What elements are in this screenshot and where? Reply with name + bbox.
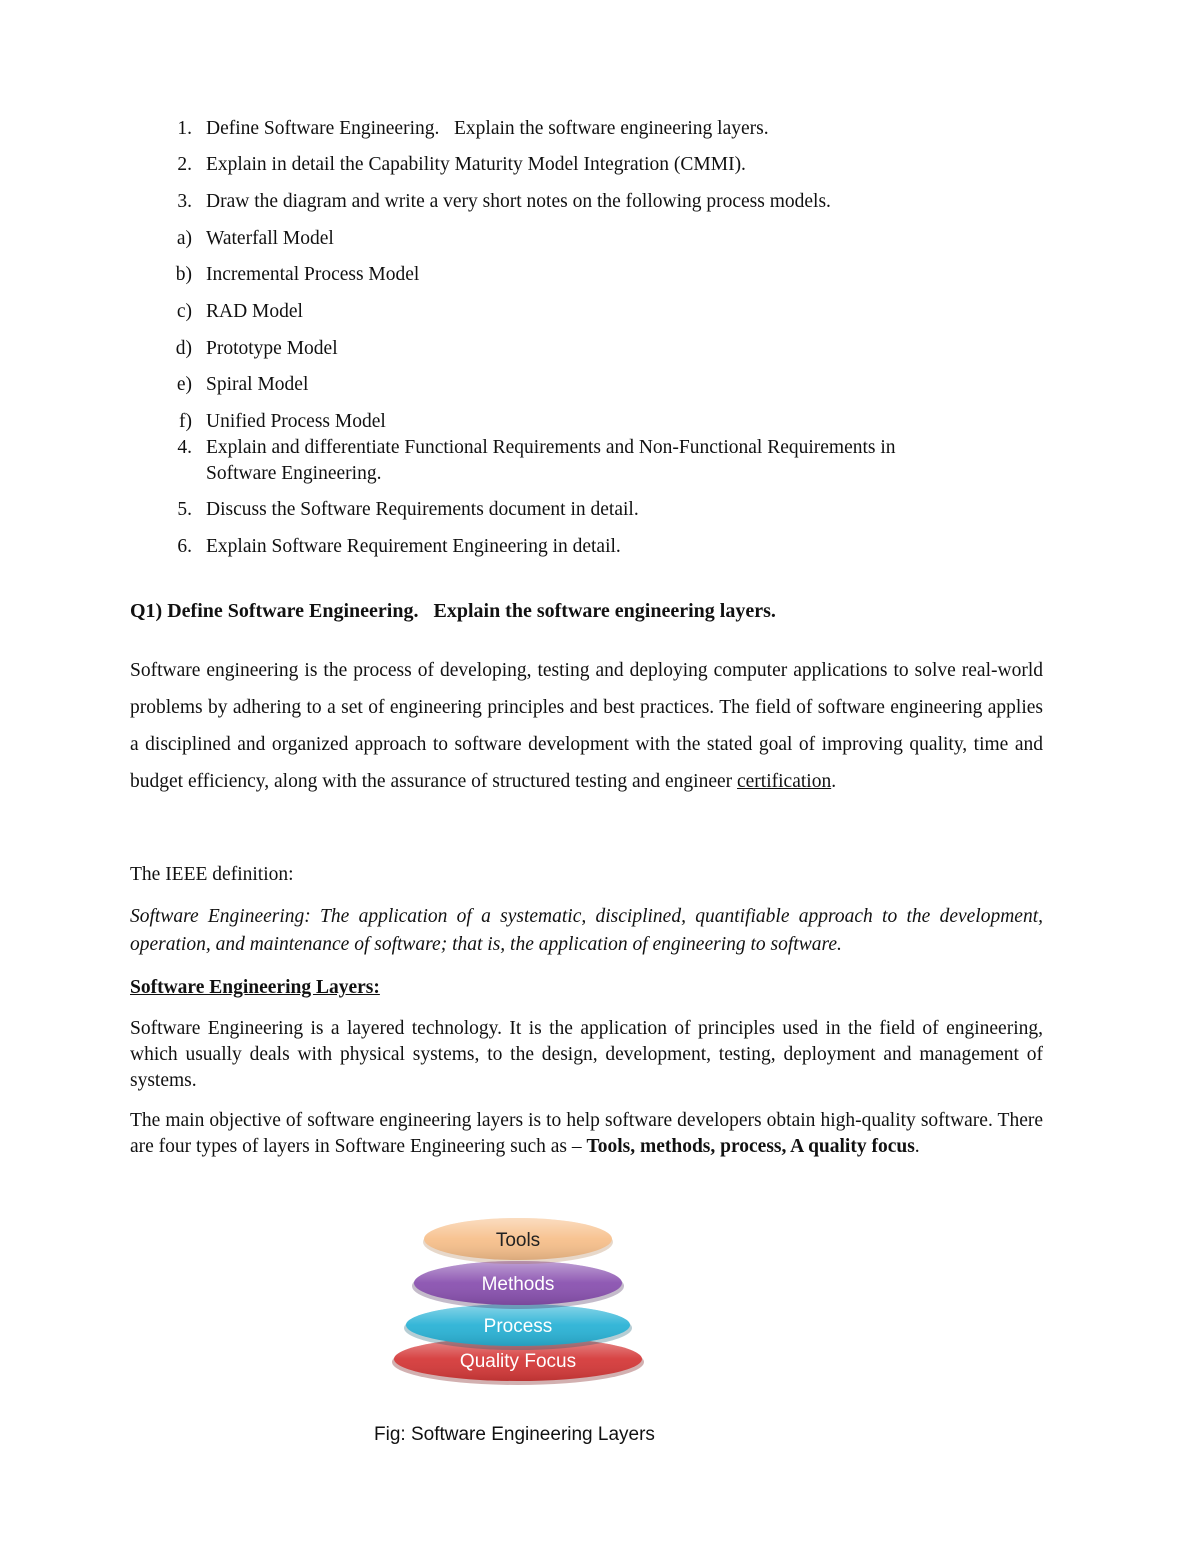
sub-item-letter: d) xyxy=(175,338,192,359)
sub-item-text: Incremental Process Model xyxy=(206,264,420,285)
question-text: Define Software Engineering. Explain the software engineering layers. xyxy=(206,118,769,139)
sub-item-text: Unified Process Model xyxy=(206,411,386,432)
layer-types-bold: Tools, methods, process, A quality focus xyxy=(586,1136,915,1157)
question-number: 6. xyxy=(177,536,192,557)
sub-item-text: Spiral Model xyxy=(206,374,309,395)
layers-subheading: Software Engineering Layers: xyxy=(130,977,380,998)
paragraph-end: . xyxy=(831,771,837,792)
layer-quality-focus-label: Quality Focus xyxy=(459,1351,577,1372)
layers-objective-paragraph xyxy=(130,1108,1043,1160)
paragraph-text: Software engineering is the process of developing, testing and deploying computer applications to solve real-world problems by adhering to a set of engineering principles and best practices. The field of software engineering applies a disciplined and organized approach to software development with the stated goal of improving quality, time and budget efficiency, along with the assurance of structured testing and engineer xyxy=(130,660,1043,792)
question-number: 1. xyxy=(177,118,192,139)
paragraph-end: . xyxy=(914,1136,920,1157)
layer-tools xyxy=(423,1218,613,1264)
question-text: Explain Software Requirement Engineering in detail. xyxy=(206,536,621,557)
question-number: 4. xyxy=(177,437,192,458)
definition-paragraph xyxy=(130,652,1043,800)
ieee-intro: The IEEE definition: xyxy=(130,864,294,885)
question-text: Draw the diagram and write a very short notes on the following process models. xyxy=(206,191,831,212)
layers-diagram xyxy=(380,1210,670,1400)
section-heading: Q1) Define Software Engineering. Explain the software engineering layers. xyxy=(130,600,776,622)
sub-item-letter: b) xyxy=(175,264,192,285)
question-text: Discuss the Software Requirements document in detail. xyxy=(206,499,639,520)
sub-item-text: Waterfall Model xyxy=(206,228,334,249)
sub-item-letter: c) xyxy=(176,301,192,322)
layer-process xyxy=(404,1304,632,1350)
sub-item-text: Prototype Model xyxy=(206,338,338,359)
question-text: Explain and differentiate Functional Requirements and Non-Functional Requirements in xyxy=(206,437,896,458)
figure-caption: Fig: Software Engineering Layers xyxy=(374,1424,655,1445)
sub-item-letter: a) xyxy=(176,228,192,249)
question-text-line2: Software Engineering. xyxy=(206,463,382,484)
layer-methods-label: Methods xyxy=(481,1274,555,1295)
sub-item-letter: f) xyxy=(179,411,192,432)
layer-methods xyxy=(412,1261,624,1309)
certification-link[interactable]: certification xyxy=(737,771,832,792)
sub-item-letter: e) xyxy=(176,374,192,395)
question-text: Explain in detail the Capability Maturity Model Integration (CMMI). xyxy=(206,154,746,175)
layers-paragraph: Software Engineering is a layered technology. It is the application of principles used in the field of engineering, which usually deals with physical systems, to the design, development, testing, deployment and management of systems. xyxy=(130,1018,1043,1091)
question-number: 3. xyxy=(177,191,192,212)
sub-item-text: RAD Model xyxy=(206,301,303,322)
layer-process-label: Process xyxy=(483,1316,553,1337)
ieee-definition: Software Engineering: The application of a systematic, disciplined, quantifiable approach to the development, operation, and maintenance of software; that is, the application of engineering to software. xyxy=(130,906,1043,955)
paragraph-text: The main objective of software engineering layers is to help software developers obtain high-quality software. There are four types of layers in Software Engineering such as – xyxy=(130,1110,1043,1157)
question-number: 2. xyxy=(177,154,192,175)
question-number: 5. xyxy=(177,499,192,520)
layer-tools-label: Tools xyxy=(495,1230,541,1251)
